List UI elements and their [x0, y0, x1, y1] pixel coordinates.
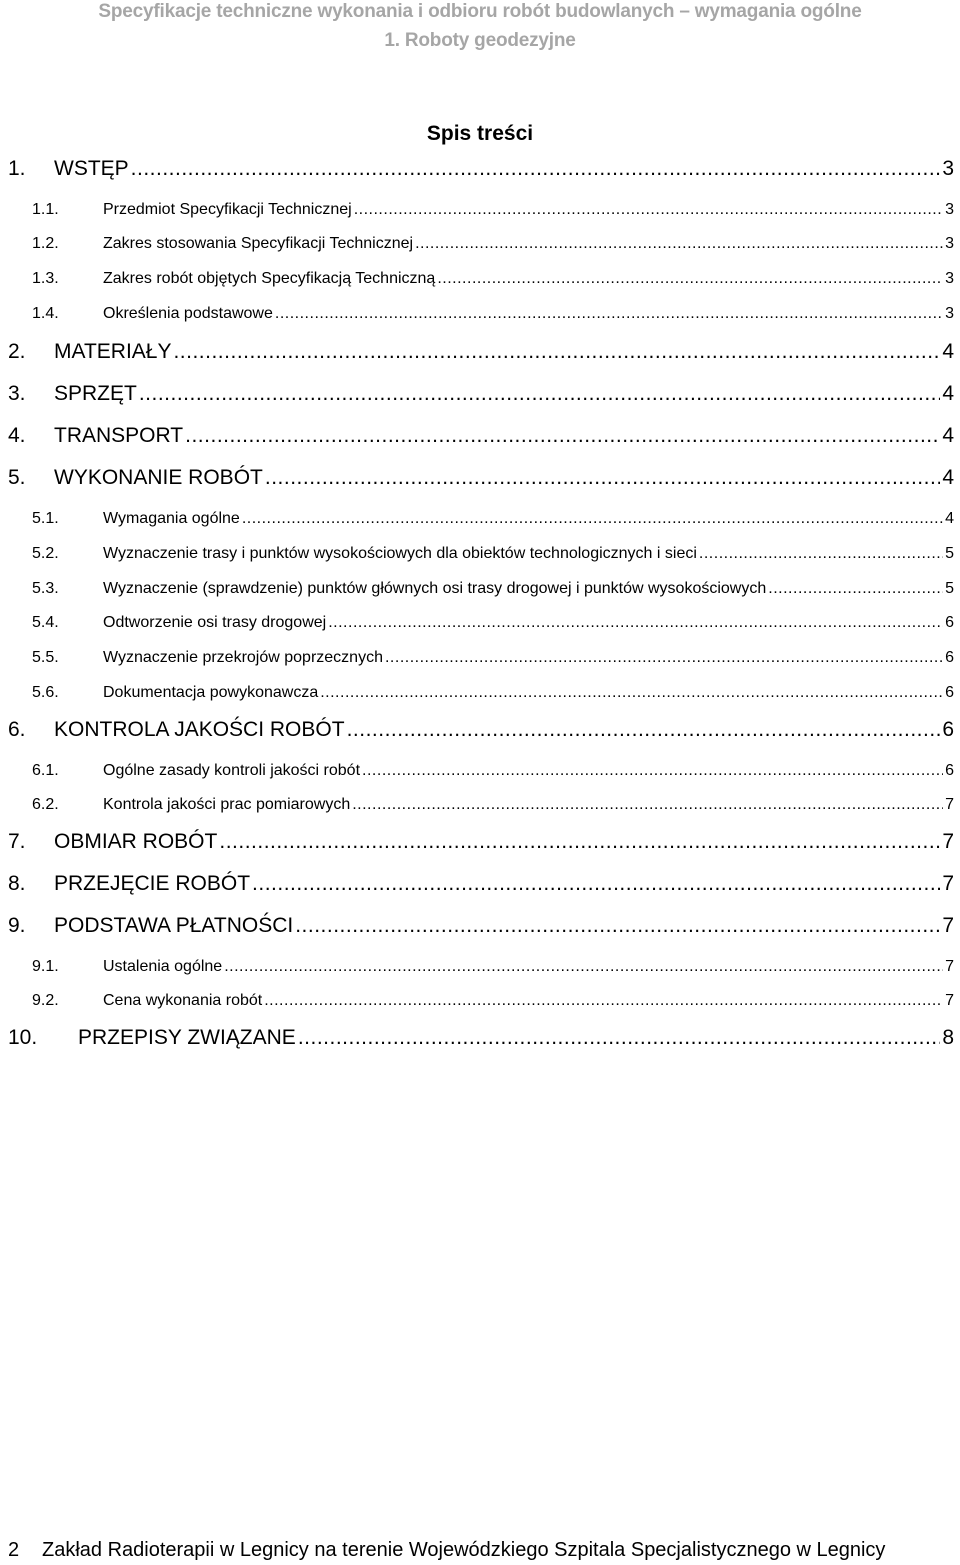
- header-title: Specyfikacje techniczne wykonania i odbioru robót budowlanych – wymagania ogólne: [98, 1, 862, 22]
- toc-entry-label: Zakres stosowania Specyfikacji Technicznej: [103, 235, 414, 252]
- toc-entry-label: Kontrola jakości prac pomiarowych: [103, 796, 351, 813]
- toc-entry-label: Wyznaczenie (sprawdzenie) punktów głównych osi trasy drogowej i punktów wysokościowych: [103, 580, 767, 597]
- toc-leader-dots: [699, 545, 943, 563]
- toc-entry-number: 8.: [8, 872, 26, 895]
- toc-entry-page: 6: [945, 649, 954, 666]
- toc-entry-label: TRANSPORT: [54, 424, 184, 447]
- toc-entry-label: MATERIAŁY: [54, 340, 172, 363]
- toc-entry-number: 6.2.: [32, 796, 59, 813]
- toc-entry-5[interactable]: [8, 466, 954, 490]
- toc-entry-number: 9.: [8, 914, 26, 937]
- toc-entry-label: KONTROLA JAKOŚCI ROBÓT: [54, 718, 345, 741]
- toc-entry-label: Wymagania ogólne: [103, 510, 240, 527]
- toc-entry-label: Wyznaczenie przekrojów poprzecznych: [103, 649, 383, 666]
- toc-entry-1-1[interactable]: [32, 201, 954, 219]
- toc-entry-page: 7: [945, 992, 954, 1009]
- toc-entry-page: 7: [942, 872, 954, 895]
- toc-leader-dots: [320, 684, 943, 702]
- toc-leader-dots: [768, 580, 943, 598]
- toc-entry-number: 5.2.: [32, 545, 59, 562]
- toc-entry-5-2[interactable]: [32, 545, 954, 563]
- toc-entry-label: Zakres robót objętych Specyfikacją Techniczną: [103, 270, 436, 287]
- toc-entry-8[interactable]: [8, 872, 954, 896]
- toc-entry-number: 1.2.: [32, 235, 59, 252]
- toc-entry-label: WYKONANIE ROBÓT: [54, 466, 263, 489]
- toc-leader-dots: [295, 914, 940, 938]
- toc-entry-number: 5.: [8, 466, 26, 489]
- toc-entry-10[interactable]: [8, 1026, 954, 1050]
- toc-entry-number: 6.: [8, 718, 26, 741]
- toc-entry-number: 5.1.: [32, 510, 59, 527]
- toc-entry-page: 7: [942, 914, 954, 937]
- toc-entry-5-5[interactable]: [32, 649, 954, 667]
- toc-entry-number: 5.4.: [32, 614, 59, 631]
- toc-leader-dots: [275, 305, 943, 323]
- toc-entry-page: 4: [942, 424, 954, 447]
- toc-leader-dots: [415, 235, 943, 253]
- toc-entry-number: 1.4.: [32, 305, 59, 322]
- toc-entry-number: 5.3.: [32, 580, 59, 597]
- toc-entry-page: 4: [942, 466, 954, 489]
- toc-leader-dots: [354, 201, 943, 219]
- toc-entry-page: 6: [942, 718, 954, 741]
- toc-entry-5-3[interactable]: [32, 580, 954, 598]
- toc-entry-label: WSTĘP: [54, 157, 129, 180]
- toc-leader-dots: [242, 510, 943, 528]
- toc-entry-label: PRZEPISY ZWIĄZANE: [78, 1026, 296, 1049]
- toc-entry-label: Określenia podstawowe: [103, 305, 273, 322]
- toc-entry-5-4[interactable]: [32, 614, 954, 632]
- toc-entry-label: Wyznaczenie trasy i punktów wysokościowych dla obiektów technologicznych i sieci: [103, 545, 697, 562]
- toc-entry-6-1[interactable]: [32, 762, 954, 780]
- toc-entry-number: 1.1.: [32, 201, 59, 218]
- toc-leader-dots: [219, 830, 940, 854]
- toc-entry-page: 4: [942, 340, 954, 363]
- toc-leader-dots: [265, 466, 940, 490]
- toc-entry-9[interactable]: [8, 914, 954, 938]
- toc-leader-dots: [173, 340, 940, 364]
- toc-entry-page: 3: [945, 305, 954, 322]
- toc-entry-label: PODSTAWA PŁATNOŚCI: [54, 914, 294, 937]
- toc-entry-1-3[interactable]: [32, 270, 954, 288]
- toc-entry-label: PRZEJĘCIE ROBÓT: [54, 872, 251, 895]
- toc-title: Spis treści: [426, 122, 534, 145]
- toc-entry-page: 3: [945, 235, 954, 252]
- toc-entry-label: Ustalenia ogólne: [103, 958, 223, 975]
- toc-leader-dots: [139, 382, 940, 406]
- toc-entry-page: 7: [942, 830, 954, 853]
- toc-entry-1[interactable]: [8, 157, 954, 181]
- toc-entry-number: 2.: [8, 340, 26, 363]
- toc-entry-label: Dokumentacja powykonawcza: [103, 684, 319, 701]
- toc-entry-page: 7: [945, 958, 954, 975]
- toc-entry-label: Odtworzenie osi trasy drogowej: [103, 614, 327, 631]
- header-subtitle: 1. Roboty geodezyjne: [384, 30, 576, 51]
- toc-leader-dots: [185, 424, 940, 448]
- toc-entry-page: 3: [945, 270, 954, 287]
- toc-entry-page: 4: [942, 382, 954, 405]
- toc-leader-dots: [352, 796, 943, 814]
- toc-entry-page: 6: [945, 614, 954, 631]
- toc-entry-9-1[interactable]: [32, 958, 954, 976]
- toc-entry-7[interactable]: [8, 830, 954, 854]
- toc-entry-5-6[interactable]: [32, 684, 954, 702]
- toc-entry-label: Cena wykonania robót: [103, 992, 263, 1009]
- toc-entry-number: 5.6.: [32, 684, 59, 701]
- toc-leader-dots: [224, 958, 943, 976]
- toc-entry-label: Ogólne zasady kontroli jakości robót: [103, 762, 361, 779]
- toc-leader-dots: [252, 872, 940, 896]
- toc-entry-page: 3: [945, 201, 954, 218]
- footer-page-number: 2: [8, 1539, 20, 1561]
- toc-entry-6-2[interactable]: [32, 796, 954, 814]
- toc-leader-dots: [298, 1026, 940, 1050]
- toc-entry-number: 4.: [8, 424, 26, 447]
- toc-entry-number: 6.1.: [32, 762, 59, 779]
- toc-entry-2[interactable]: [8, 340, 954, 364]
- toc-entry-page: 3: [942, 157, 954, 180]
- toc-leader-dots: [264, 992, 943, 1010]
- toc-entry-number: 1.3.: [32, 270, 59, 287]
- toc-leader-dots: [385, 649, 943, 667]
- toc-entry-number: 7.: [8, 830, 26, 853]
- toc-entry-label: SPRZĘT: [54, 382, 137, 405]
- toc-entry-page: 6: [945, 762, 954, 779]
- toc-entry-5-1[interactable]: [32, 510, 954, 528]
- toc-entry-page: 5: [945, 545, 954, 562]
- toc-leader-dots: [131, 157, 941, 181]
- toc-entry-page: 8: [942, 1026, 954, 1049]
- toc-entry-number: 5.5.: [32, 649, 59, 666]
- toc-entry-label: Przedmiot Specyfikacji Technicznej: [103, 201, 352, 218]
- toc-entry-label: OBMIAR ROBÓT: [54, 830, 218, 853]
- toc-entry-6[interactable]: [8, 718, 954, 742]
- toc-entry-1-4[interactable]: [32, 305, 954, 323]
- toc-entry-1-2[interactable]: [32, 235, 954, 253]
- footer-organization: Zakład Radioterapii w Legnicy na terenie Wojewódzkiego Szpitala Specjalistycznego w Legnicy: [42, 1539, 886, 1561]
- toc-leader-dots: [328, 614, 943, 632]
- toc-entry-number: 3.: [8, 382, 26, 405]
- toc-entry-page: 5: [945, 580, 954, 597]
- toc-entry-page: 4: [945, 510, 954, 527]
- toc-entry-number: 9.1.: [32, 958, 59, 975]
- toc-leader-dots: [437, 270, 943, 288]
- toc-entry-number: 10.: [8, 1026, 38, 1049]
- toc-leader-dots: [347, 718, 941, 742]
- toc-entry-page: 7: [945, 796, 954, 813]
- toc-entry-number: 9.2.: [32, 992, 59, 1009]
- toc-entry-3[interactable]: [8, 382, 954, 406]
- toc-entry-9-2[interactable]: [32, 992, 954, 1010]
- toc-entry-page: 6: [945, 684, 954, 701]
- toc-entry-4[interactable]: [8, 424, 954, 448]
- toc-leader-dots: [362, 762, 943, 780]
- toc-entry-number: 1.: [8, 157, 26, 180]
